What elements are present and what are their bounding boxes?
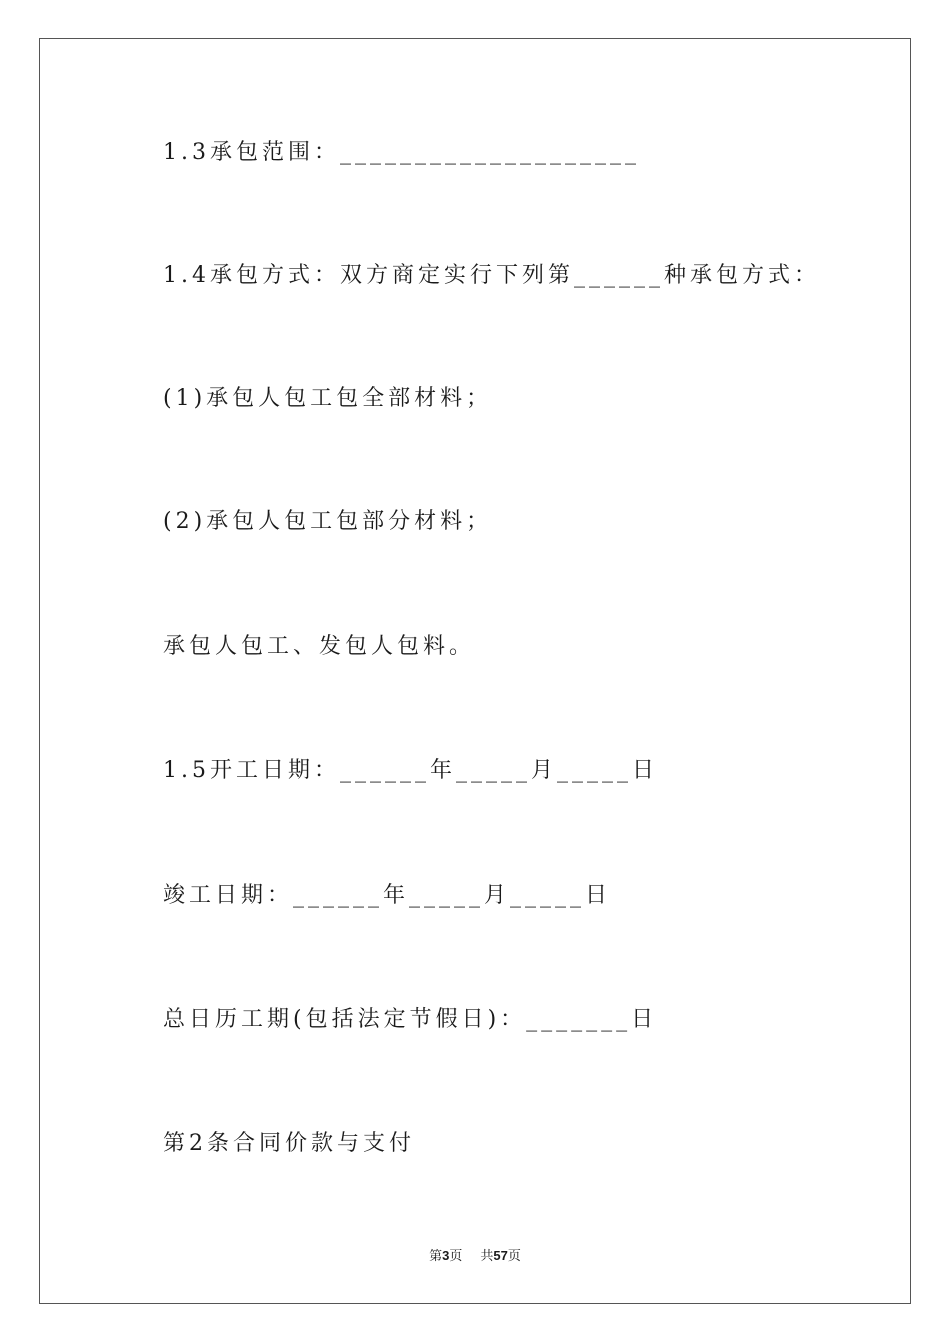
start-date-line: 1.5开工日期：______年_____月_____日	[163, 758, 658, 783]
total-prefix: 共	[480, 1249, 494, 1264]
total-pages: 57	[493, 1248, 508, 1263]
contract-scope-line: 1.3承包范围：____________________	[163, 140, 640, 165]
page-footer	[0, 1246, 950, 1267]
total-suffix: 页	[507, 1249, 521, 1264]
page-suffix: 页	[449, 1249, 463, 1264]
page-number: 3	[442, 1248, 450, 1263]
method-option-1: (1)承包人包工包全部材料；	[163, 386, 493, 411]
contract-method-line: 1.4承包方式：双方商定实行下列第______种承包方式：	[163, 263, 820, 288]
completion-date-line: 竣工日期：______年_____月_____日	[163, 883, 612, 908]
section-heading: 第2条合同价款与支付	[163, 1131, 415, 1156]
page-frame	[39, 38, 911, 1304]
method-option-2: (2)承包人包工包部分材料；	[163, 509, 493, 534]
method-option-3: 承包人包工、发包人包料。	[163, 634, 476, 659]
page-prefix: 第	[429, 1249, 443, 1264]
total-duration-line: 总日历工期(包括法定节假日)：_______日	[163, 1007, 658, 1032]
